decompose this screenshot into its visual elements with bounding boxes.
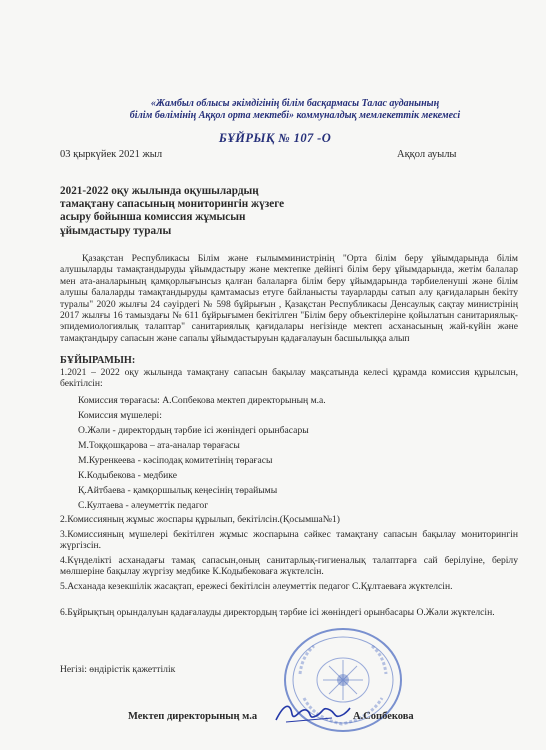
- member-item: М.Куренкеева - кәсіподақ комитетінің төрағасы: [78, 455, 273, 466]
- subject-line: асыру бойынша комиссия жұмысын: [60, 211, 246, 224]
- order-item-1: 1.2021 – 2022 оқу жылында тамақтану сапасын бақылау мақсатында келесі құрамда комиссия құрылсын, бекітілсін:: [60, 367, 518, 390]
- order-item-2: 2.Комиссияның жұмыс жоспары құрылып, бекітілсін.(Қосымша№1): [60, 514, 340, 525]
- institution-header-line2: білім бөлімінің Аққол орта мектебі» коммуналдық мемлекеттік мекемесі: [129, 110, 461, 121]
- commission-members-label: Комиссия мүшелері:: [78, 410, 162, 421]
- director-signature: [272, 700, 352, 726]
- order-item-5: 5.Асханада кезекшілік жасақтап, ережесі бекітілсін әлеуметтік педагог С.Құлтаеваға жүктелсін.: [60, 581, 453, 592]
- order-date: 03 қыркүйек 2021 жыл: [60, 149, 163, 160]
- subject-line: тамақтану сапасының мониторингін жүзеге: [60, 198, 285, 211]
- signature-name: А.Сопбекова: [353, 711, 414, 722]
- order-word: БҰЙЫРАМЫН:: [60, 355, 136, 366]
- member-item: М.Тоққошқарова – ата-аналар төрағасы: [78, 440, 240, 451]
- order-number-title: БҰЙРЫҚ № 107 -О: [218, 131, 332, 145]
- member-item: О.Жәли - директордың тәрбие ісі жөніндегі орынбасары: [78, 425, 309, 436]
- signature-role: Мектеп директорының м.а: [128, 711, 258, 722]
- institution-header-line1: «Жамбыл облысы әкімдігінің білім басқармасы Талас ауданының: [150, 98, 440, 109]
- commission-chair: Комиссия төрағасы: А.Сопбекова мектеп директорының м.а.: [78, 395, 326, 406]
- member-item: К.Кодыбекова - медбике: [78, 470, 177, 481]
- subject-line: ұйымдастыру туралы: [60, 224, 172, 237]
- preamble-paragraph: Қазақстан Республикасы Білім және ғылымминистрінің "Орта білім беру ұйымдарында білім алушыларды тамақтандыруды ұйымдастыру және мектепке дейінгі білім беру ұйымдарында, жетім балалар мен ата-аналарының қамқорлығынсыз қалған балаларға білім беру ұйымдарында тәрбиеленуші және білім алушы балаларды тамақтандыруды қамтамасыз етуге байланысты тауарларды сатып алу қағидаларын бекіту туралы" 2020 жылғы 24 сәуірдегі № 598 бұйрығын , Қазақстан Республикасы Денсаулық сақтау министрінің 2017 жылғы 16 тамыздағы № 611 бұйрығымен бекітілген "Білім беру объектілеріне қойылатын санитариялық-эпидемиологиялық талаптар" санитариялық қағидалары негізінде мектеп асханасының жай-күйін және тамақтандыру сапасын және сапалы ұйымдастыруын қадағалауын басшылыққа алып: [60, 253, 518, 344]
- order-item-4: 4.Күнделікті асханадағы тамақ сапасын,оның санитарлық-гигиеналық талаптарға сай берілуіне, берілу мөлшеріне бақылау жүргізу медбике К.Кодыбековаға жүктелсін.: [60, 555, 518, 578]
- order-item-6: 6.Бұйрықтың орындалуын қадағалауды директордың тәрбие ісі жөніндегі орынбасары О.Жәли жүктелсін.: [60, 607, 495, 618]
- basis-note: Негізі: өндірістік қажеттілік: [60, 664, 176, 675]
- order-place: Аққол ауылы: [397, 149, 457, 160]
- member-item: С.Култаева - әлеуметтік педагог: [78, 500, 209, 511]
- member-item: Қ.Айтбаева - қамқоршылық кеңесінің төрайымы: [78, 485, 278, 496]
- institution-header: [95, 98, 495, 122]
- order-subject: [60, 185, 320, 238]
- subject-line: 2021-2022 оқу жылында оқушылардың: [60, 185, 259, 197]
- order-item-3: 3.Комиссияның мүшелері бекітілген жұмыс жоспарына сәйкес тамақтану сапасын бақылау мониторингін жүргізсін.: [60, 529, 518, 552]
